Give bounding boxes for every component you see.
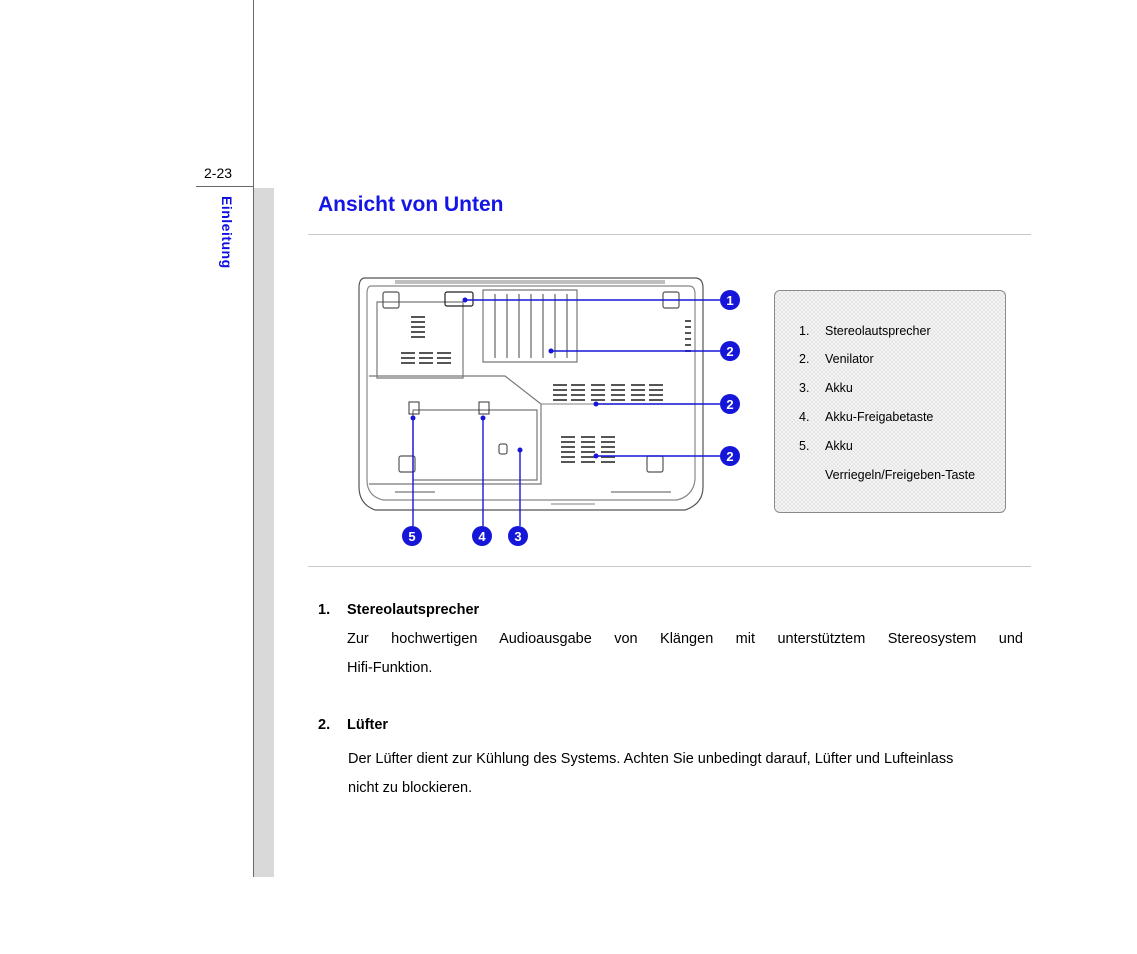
section-number: 1. bbox=[318, 602, 331, 618]
legend-item-number: 1. bbox=[799, 324, 810, 338]
legend-item-number: 4. bbox=[799, 410, 810, 424]
body-line: Der Lüfter dient zur Kühlung des Systems. Achten Sie unbedingt darauf, Lüfter und Lufteinlass bbox=[348, 751, 954, 767]
legend-item-number: 5. bbox=[799, 439, 810, 453]
legend-item-number: 2. bbox=[799, 352, 810, 366]
section-heading-speakers bbox=[318, 602, 479, 618]
legend-item bbox=[799, 439, 853, 453]
legend-item bbox=[799, 324, 931, 338]
callout-2c: 2 bbox=[720, 446, 740, 466]
section-body-speakers bbox=[347, 625, 1023, 683]
top-rule bbox=[308, 234, 1031, 235]
callout-3: 3 bbox=[508, 526, 528, 546]
body-line: nicht zu blockieren. bbox=[348, 780, 473, 796]
bottom-rule bbox=[308, 566, 1031, 567]
legend-item bbox=[799, 381, 853, 395]
callout-2a: 2 bbox=[720, 341, 740, 361]
section-heading-fan bbox=[318, 717, 388, 733]
section-tab-label: Einleitung bbox=[219, 196, 235, 269]
side-band bbox=[254, 188, 274, 877]
callout-1: 1 bbox=[720, 290, 740, 310]
legend-item-text: Stereolautsprecher bbox=[825, 324, 931, 338]
section-title: Lüfter bbox=[347, 717, 389, 733]
callout-5: 5 bbox=[402, 526, 422, 546]
legend-item bbox=[799, 352, 874, 366]
laptop-bottom-figure bbox=[355, 272, 770, 554]
legend-item bbox=[799, 468, 975, 482]
section-title: Stereolautsprecher bbox=[347, 602, 480, 618]
callout-4: 4 bbox=[472, 526, 492, 546]
legend-item-number: 3. bbox=[799, 381, 810, 395]
page-number: 2-23 bbox=[204, 165, 233, 181]
page-title: Ansicht von Unten bbox=[318, 193, 504, 216]
section-body-fan bbox=[348, 745, 1024, 803]
legend-item-number bbox=[799, 468, 825, 482]
legend-box bbox=[774, 290, 1006, 513]
body-line: Hifi-Funktion. bbox=[347, 660, 433, 676]
legend-item-text: Akku-Freigabetaste bbox=[825, 410, 934, 424]
legend-item bbox=[799, 410, 933, 424]
laptop-bottom-drawing bbox=[355, 272, 770, 554]
callout-2b: 2 bbox=[720, 394, 740, 414]
section-number: 2. bbox=[318, 717, 331, 733]
legend-item-text: Akku bbox=[825, 381, 853, 395]
legend-item-text: Verriegeln/Freigeben-Taste bbox=[825, 468, 976, 482]
body-line: Zur hochwertigen Audioausgabe von Klängen mit unterstütztem Stereosystem und bbox=[347, 631, 1023, 647]
page-number-rule bbox=[196, 186, 254, 187]
legend-item-text: Akku bbox=[825, 439, 853, 453]
legend-item-text: Venilator bbox=[825, 352, 874, 366]
